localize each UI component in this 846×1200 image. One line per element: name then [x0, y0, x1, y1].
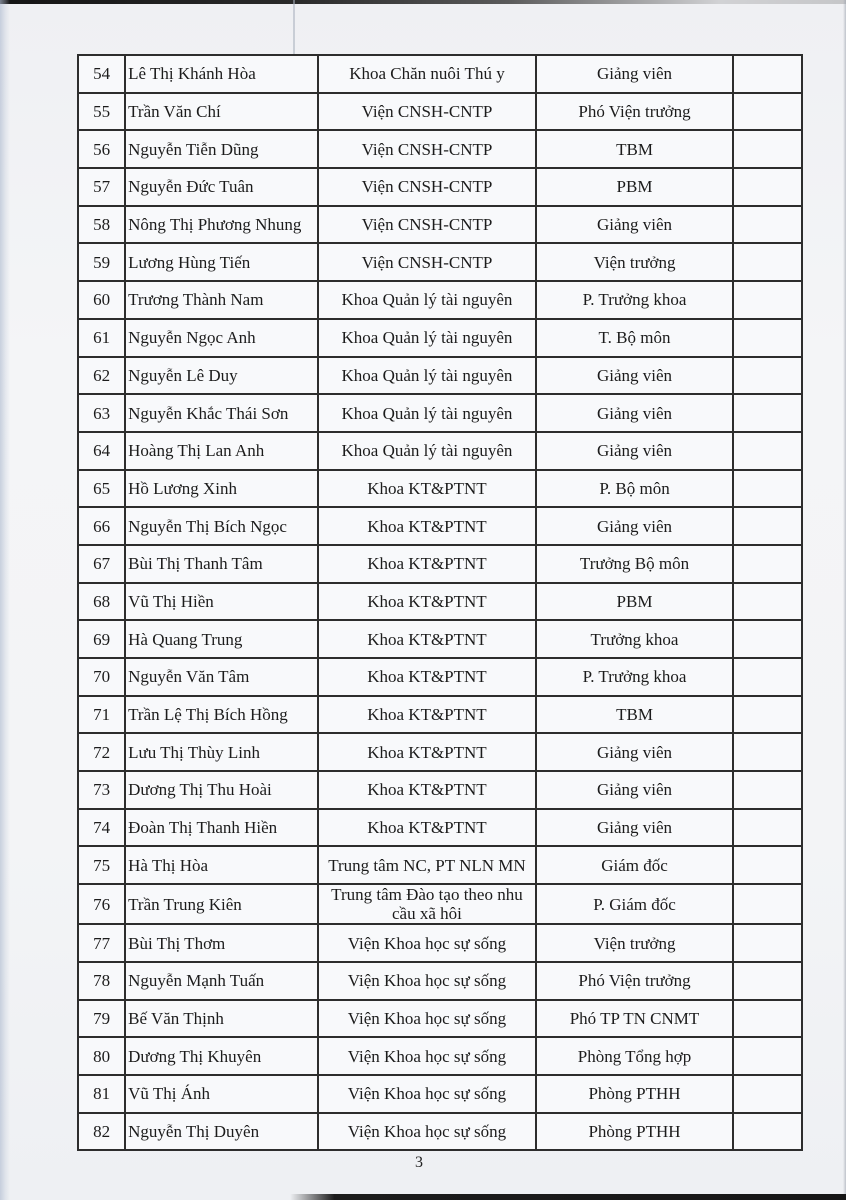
cell-notes	[733, 884, 802, 924]
cell-department: Khoa Quản lý tài nguyên	[318, 394, 537, 432]
cell-notes	[733, 1037, 802, 1075]
cell-name: Nguyễn Mạnh Tuấn	[125, 962, 318, 1000]
cell-notes	[733, 93, 802, 131]
table-row	[78, 962, 802, 1000]
cell-name: Trần Văn Chí	[125, 93, 318, 131]
cell-name: Lê Thị Khánh Hòa	[125, 55, 318, 93]
page-number: 3	[415, 1154, 423, 1171]
cell-index: 56	[78, 130, 125, 168]
cell-department: Khoa Quản lý tài nguyên	[318, 357, 537, 395]
scan-vertical-streak-artifact	[293, 0, 295, 56]
cell-notes	[733, 357, 802, 395]
cell-index: 62	[78, 357, 125, 395]
cell-position: Giảng viên	[536, 206, 733, 244]
cell-name: Nguyễn Ngọc Anh	[125, 319, 318, 357]
cell-notes	[733, 924, 802, 962]
cell-notes	[733, 470, 802, 508]
cell-department: Khoa Quản lý tài nguyên	[318, 432, 537, 470]
table-row	[78, 168, 802, 206]
cell-index: 76	[78, 884, 125, 924]
table-row	[78, 394, 802, 432]
cell-department: Viện Khoa học sự sống	[318, 962, 537, 1000]
cell-name: Bùi Thị Thơm	[125, 924, 318, 962]
table-row	[78, 206, 802, 244]
cell-position: Trưởng Bộ môn	[536, 545, 733, 583]
cell-name: Nguyễn Lê Duy	[125, 357, 318, 395]
cell-index: 81	[78, 1075, 125, 1113]
cell-department: Khoa KT&PTNT	[318, 771, 537, 809]
cell-department: Viện Khoa học sự sống	[318, 1113, 537, 1151]
cell-index: 74	[78, 809, 125, 847]
cell-name: Nông Thị Phương Nhung	[125, 206, 318, 244]
cell-notes	[733, 507, 802, 545]
cell-department: Khoa KT&PTNT	[318, 733, 537, 771]
cell-index: 55	[78, 93, 125, 131]
table-row	[78, 432, 802, 470]
cell-name: Nguyễn Thị Bích Ngọc	[125, 507, 318, 545]
cell-department: Khoa KT&PTNT	[318, 545, 537, 583]
cell-position: P. Trưởng khoa	[536, 281, 733, 319]
cell-index: 72	[78, 733, 125, 771]
cell-name: Dương Thị Khuyên	[125, 1037, 318, 1075]
table-row	[78, 1037, 802, 1075]
cell-name: Vũ Thị Ánh	[125, 1075, 318, 1113]
cell-name: Vũ Thị Hiền	[125, 583, 318, 621]
cell-notes	[733, 658, 802, 696]
cell-position: Phó Viện trưởng	[536, 962, 733, 1000]
cell-department: Khoa KT&PTNT	[318, 809, 537, 847]
cell-index: 58	[78, 206, 125, 244]
cell-name: Nguyễn Thị Duyên	[125, 1113, 318, 1151]
cell-position: Giảng viên	[536, 357, 733, 395]
cell-name: Dương Thị Thu Hoài	[125, 771, 318, 809]
cell-notes	[733, 243, 802, 281]
scan-top-edge-artifact	[0, 0, 846, 4]
cell-department: Viện CNSH-CNTP	[318, 130, 537, 168]
cell-position: Viện trưởng	[536, 243, 733, 281]
cell-name: Trần Lệ Thị Bích Hồng	[125, 696, 318, 734]
cell-index: 70	[78, 658, 125, 696]
cell-department: Khoa KT&PTNT	[318, 507, 537, 545]
cell-name: Bế Văn Thịnh	[125, 1000, 318, 1038]
cell-notes	[733, 281, 802, 319]
cell-index: 79	[78, 1000, 125, 1038]
cell-position: T. Bộ môn	[536, 319, 733, 357]
cell-index: 82	[78, 1113, 125, 1151]
cell-department: Viện CNSH-CNTP	[318, 93, 537, 131]
cell-position: Viện trưởng	[536, 924, 733, 962]
cell-notes	[733, 319, 802, 357]
cell-name: Lưu Thị Thùy Linh	[125, 733, 318, 771]
cell-position: Trưởng khoa	[536, 620, 733, 658]
cell-position: PBM	[536, 168, 733, 206]
cell-notes	[733, 1000, 802, 1038]
cell-department: Trung tâm Đào tạo theo nhu cầu xã hôi	[318, 884, 537, 924]
cell-notes	[733, 696, 802, 734]
table-row	[78, 130, 802, 168]
table-row	[78, 583, 802, 621]
table-row	[78, 1075, 802, 1113]
cell-position: Giảng viên	[536, 809, 733, 847]
cell-position: Giảng viên	[536, 771, 733, 809]
cell-position: Giám đốc	[536, 846, 733, 884]
table-row	[78, 281, 802, 319]
cell-department: Khoa KT&PTNT	[318, 583, 537, 621]
cell-department: Viện CNSH-CNTP	[318, 168, 537, 206]
cell-name: Trương Thành Nam	[125, 281, 318, 319]
cell-index: 54	[78, 55, 125, 93]
cell-position: Giảng viên	[536, 507, 733, 545]
cell-name: Nguyễn Văn Tâm	[125, 658, 318, 696]
cell-position: Giảng viên	[536, 55, 733, 93]
cell-index: 68	[78, 583, 125, 621]
cell-notes	[733, 620, 802, 658]
scan-bottom-edge-artifact	[290, 1194, 846, 1200]
cell-name: Bùi Thị Thanh Tâm	[125, 545, 318, 583]
cell-index: 59	[78, 243, 125, 281]
cell-index: 75	[78, 846, 125, 884]
table-row	[78, 733, 802, 771]
cell-index: 63	[78, 394, 125, 432]
cell-name: Đoàn Thị Thanh Hiền	[125, 809, 318, 847]
cell-index: 61	[78, 319, 125, 357]
cell-name: Nguyễn Khắc Thái Sơn	[125, 394, 318, 432]
cell-name: Nguyễn Tiễn Dũng	[125, 130, 318, 168]
cell-position: Phòng Tổng hợp	[536, 1037, 733, 1075]
table-row	[78, 1113, 802, 1151]
cell-department: Viện Khoa học sự sống	[318, 1037, 537, 1075]
cell-notes	[733, 55, 802, 93]
cell-notes	[733, 733, 802, 771]
cell-index: 67	[78, 545, 125, 583]
cell-notes	[733, 206, 802, 244]
cell-name: Hoàng Thị Lan Anh	[125, 432, 318, 470]
cell-notes	[733, 432, 802, 470]
cell-position: Giảng viên	[536, 394, 733, 432]
cell-index: 66	[78, 507, 125, 545]
staff-table-body	[78, 55, 802, 1150]
cell-department: Khoa KT&PTNT	[318, 696, 537, 734]
cell-department: Khoa Chăn nuôi Thú y	[318, 55, 537, 93]
cell-department: Viện Khoa học sự sống	[318, 1000, 537, 1038]
cell-notes	[733, 962, 802, 1000]
scan-left-edge-artifact	[0, 0, 10, 1200]
cell-department: Khoa Quản lý tài nguyên	[318, 281, 537, 319]
cell-index: 65	[78, 470, 125, 508]
cell-position: TBM	[536, 130, 733, 168]
cell-position: Phòng PTHH	[536, 1075, 733, 1113]
cell-name: Hồ Lương Xinh	[125, 470, 318, 508]
cell-department: Khoa KT&PTNT	[318, 470, 537, 508]
table-row	[78, 846, 802, 884]
cell-name: Nguyễn Đức Tuân	[125, 168, 318, 206]
cell-position: Phó TP TN CNMT	[536, 1000, 733, 1038]
cell-position: PBM	[536, 583, 733, 621]
cell-name: Hà Thị Hòa	[125, 846, 318, 884]
table-row	[78, 884, 802, 924]
cell-index: 71	[78, 696, 125, 734]
cell-department: Viện Khoa học sự sống	[318, 1075, 537, 1113]
cell-index: 78	[78, 962, 125, 1000]
table-row	[78, 924, 802, 962]
cell-position: Phó Viện trưởng	[536, 93, 733, 131]
cell-index: 64	[78, 432, 125, 470]
table-row	[78, 696, 802, 734]
cell-position: Giảng viên	[536, 733, 733, 771]
cell-index: 77	[78, 924, 125, 962]
table-row	[78, 470, 802, 508]
table-row	[78, 93, 802, 131]
cell-notes	[733, 168, 802, 206]
cell-notes	[733, 1075, 802, 1113]
cell-position: TBM	[536, 696, 733, 734]
cell-department: Trung tâm NC, PT NLN MN	[318, 846, 537, 884]
cell-index: 60	[78, 281, 125, 319]
table-row	[78, 1000, 802, 1038]
table-row	[78, 319, 802, 357]
table-row	[78, 809, 802, 847]
cell-department: Viện CNSH-CNTP	[318, 206, 537, 244]
staff-table	[77, 54, 803, 1151]
cell-position: Giảng viên	[536, 432, 733, 470]
cell-index: 73	[78, 771, 125, 809]
cell-position: P. Bộ môn	[536, 470, 733, 508]
cell-position: P. Trưởng khoa	[536, 658, 733, 696]
cell-position: P. Giám đốc	[536, 884, 733, 924]
cell-department: Khoa KT&PTNT	[318, 658, 537, 696]
cell-position: Phòng PTHH	[536, 1113, 733, 1151]
table-row	[78, 620, 802, 658]
cell-name: Lương Hùng Tiến	[125, 243, 318, 281]
table-row	[78, 507, 802, 545]
table-row	[78, 55, 802, 93]
cell-index: 57	[78, 168, 125, 206]
cell-department: Viện Khoa học sự sống	[318, 924, 537, 962]
cell-department: Khoa Quản lý tài nguyên	[318, 319, 537, 357]
cell-index: 69	[78, 620, 125, 658]
table-row	[78, 357, 802, 395]
cell-notes	[733, 545, 802, 583]
cell-notes	[733, 130, 802, 168]
cell-name: Trần Trung Kiên	[125, 884, 318, 924]
cell-department: Khoa KT&PTNT	[318, 620, 537, 658]
table-row	[78, 243, 802, 281]
cell-notes	[733, 1113, 802, 1151]
cell-department: Viện CNSH-CNTP	[318, 243, 537, 281]
cell-index: 80	[78, 1037, 125, 1075]
table-row	[78, 658, 802, 696]
table-row	[78, 771, 802, 809]
cell-notes	[733, 771, 802, 809]
table-row	[78, 545, 802, 583]
cell-notes	[733, 846, 802, 884]
cell-notes	[733, 394, 802, 432]
cell-name: Hà Quang Trung	[125, 620, 318, 658]
cell-notes	[733, 809, 802, 847]
cell-notes	[733, 583, 802, 621]
